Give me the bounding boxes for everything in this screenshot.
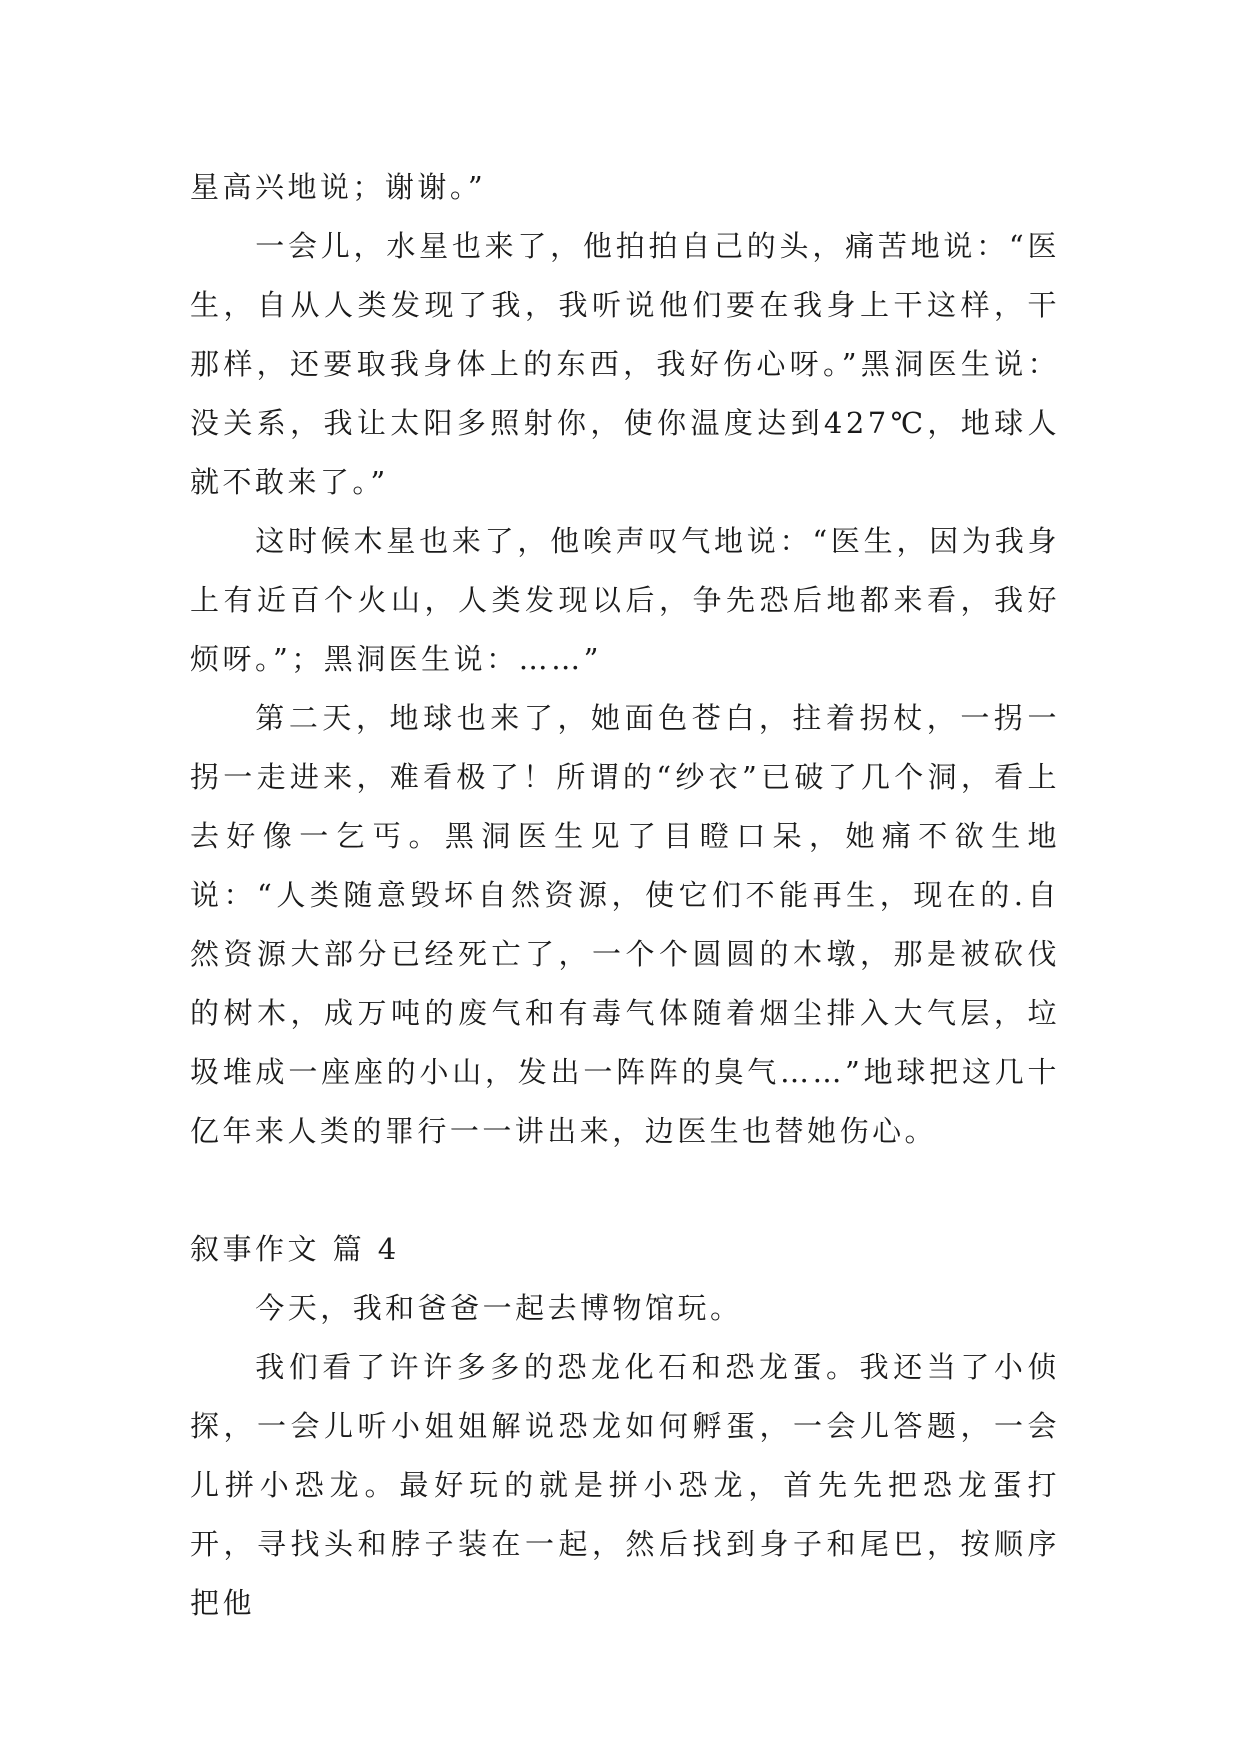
paragraph-3: 这时候木星也来了，他唉声叹气地说：“医生，因为我身上有近百个火山，人类发现以后，争先恐后地都来看，我好烦呀。”；黑洞医生说：……” xyxy=(190,524,1060,676)
document-page xyxy=(190,158,1060,1633)
paragraph-1: 星高兴地说；谢谢。” xyxy=(190,170,487,204)
section-paragraph-1: 今天，我和爸爸一起去博物馆玩。 xyxy=(255,1291,743,1325)
paragraph-2: 一会儿，水星也来了，他拍拍自己的头，痛苦地说：“医生，自从人类发现了我，我听说他们要在我身上干这样，干那样，还要取我身体上的东西，我好伤心呀。”黑洞医生说：没关系，我让太阳多照射你，使你温度达到427℃，地球人就不敢来了。” xyxy=(190,229,1060,499)
section-paragraph-2: 我们看了许许多多的恐龙化石和恐龙蛋。我还当了小侦探，一会儿听小姐姐解说恐龙如何孵蛋，一会儿答题，一会儿拼小恐龙。最好玩的就是拼小恐龙，首先先把恐龙蛋打开，寻找头和脖子装在一起，然后找到身子和尾巴，按顺序把他 xyxy=(190,1350,1060,1620)
paragraph-4: 第二天，地球也来了，她面色苍白，拄着拐杖，一拐一拐一走进来，难看极了！所谓的“纱衣”已破了几个洞，看上去好像一乞丐。黑洞医生见了目瞪口呆，她痛不欲生地说：“人类随意毁坏自然资源，使它们不能再生，现在的.自然资源大部分已经死亡了，一个个圆圆的木墩，那是被砍伐的树木，成万吨的废气和有毒气体随着烟尘排入大气层，垃圾堆成一座座的小山，发出一阵阵的臭气……”地球把这几十亿年来人类的罪行一一讲出来，边医生也替她伤心。 xyxy=(190,701,1060,1148)
section-heading: 叙事作文 篇 4 xyxy=(190,1232,400,1266)
